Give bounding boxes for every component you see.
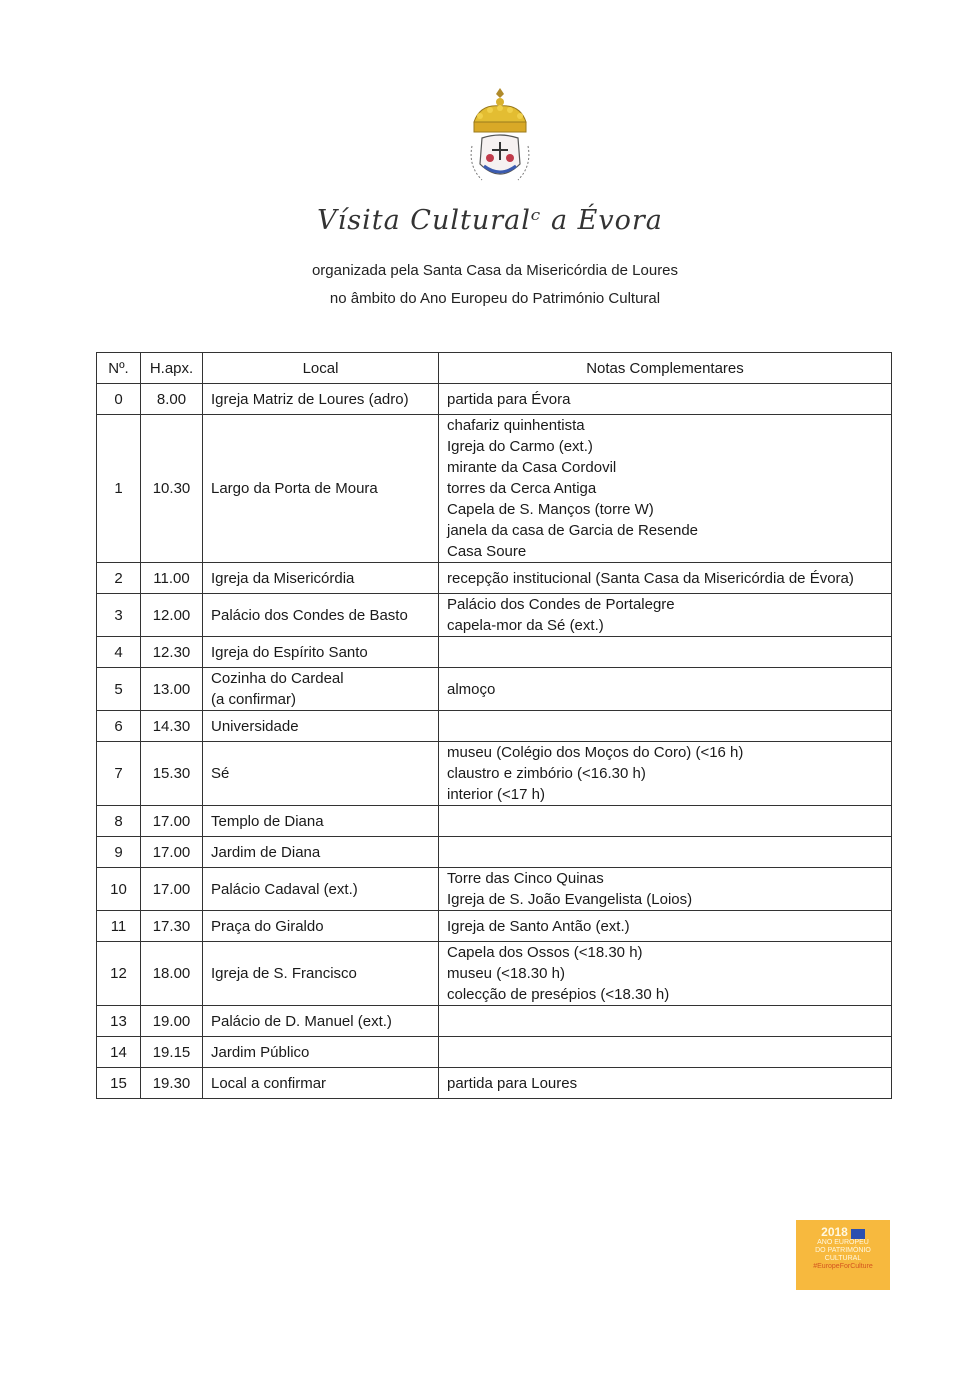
cell-local: Igreja do Espírito Santo [203,637,439,668]
note-line: Casa Soure [447,543,527,560]
cell-time: 19.00 [141,1006,203,1037]
european-year-cultural-heritage-badge [796,1220,890,1290]
cell-local: Palácio de D. Manuel (ext.) [203,1006,439,1037]
cell-time: 12.00 [141,594,203,637]
badge-hashtag: #EuropeForCulture [813,1263,873,1271]
cell-time: 17.30 [141,911,203,942]
cell-time: 14.30 [141,711,203,742]
document-title: Vísita Culturalᶜ a Évora [317,205,663,236]
cell-local: Sé [203,742,439,806]
cell-notes [439,668,892,711]
cell-notes [439,806,892,837]
note-line: Igreja de S. João Evangelista (Loios) [447,891,693,908]
cell-notes [439,1068,892,1099]
cell-number: 10 [97,868,141,911]
cell-local: Largo da Porta de Moura [203,415,439,563]
note-line: Torre das Cinco Quinas [447,870,604,887]
note-line: partida para Loures [447,1074,578,1092]
note-line: recepção institucional (Santa Casa da Misericórdia de Évora) [447,569,854,587]
note-line: mirante da Casa Cordovil [447,459,617,476]
cell-number: 8 [97,806,141,837]
table-row [97,563,892,594]
badge-line-1: ANO EUROPEU [817,1239,869,1247]
cell-notes [439,594,892,637]
cell-time: 8.00 [141,384,203,415]
cell-local: Templo de Diana [203,806,439,837]
cell-number: 6 [97,711,141,742]
table-row [97,837,892,868]
cell-notes [439,911,892,942]
cell-time: 11.00 [141,563,203,594]
note-line: museu (Colégio dos Moços do Coro) (<16 h) [447,744,744,761]
table-row [97,911,892,942]
cell-number: 11 [97,911,141,942]
cell-notes [439,742,892,806]
cell-number: 15 [97,1068,141,1099]
cell-local: Local a confirmar [203,1068,439,1099]
table-row [97,742,892,806]
table-row [97,711,892,742]
itinerary-table [96,352,892,1099]
cell-time: 10.30 [141,415,203,563]
cell-number: 3 [97,594,141,637]
column-header-time: H.apx. [141,353,203,384]
table-row [97,384,892,415]
cell-notes [439,384,892,415]
note-line: Capela de S. Manços (torre W) [447,501,654,518]
cell-local: Cozinha do Cardeal (a confirmar) [203,668,439,711]
cell-notes [439,837,892,868]
cell-local: Jardim Público [203,1037,439,1068]
note-line: Palácio dos Condes de Portalegre [447,596,675,613]
cell-number: 7 [97,742,141,806]
badge-line-2: DO PATRIMÓNIO [815,1247,871,1255]
column-header-local: Local [203,353,439,384]
note-line: Igreja do Carmo (ext.) [447,438,593,455]
note-line: Capela dos Ossos (<18.30 h) [447,944,643,961]
note-line: colecção de presépios (<18.30 h) [447,986,670,1003]
note-line: claustro e zimbório (<16.30 h) [447,765,646,782]
cell-time: 18.00 [141,942,203,1006]
cell-notes [439,415,892,563]
cell-number: 14 [97,1037,141,1068]
cell-time: 13.00 [141,668,203,711]
table-row [97,868,892,911]
column-header-number: Nº. [97,353,141,384]
table-row [97,942,892,1006]
cell-local: Universidade [203,711,439,742]
cell-time: 17.00 [141,837,203,868]
cell-notes [439,942,892,1006]
table-row [97,637,892,668]
table-row [97,1006,892,1037]
column-header-notes: Notas Complementares [439,353,892,384]
badge-year: 2018 [821,1225,848,1239]
cell-number: 2 [97,563,141,594]
cell-time: 19.30 [141,1068,203,1099]
cell-notes [439,711,892,742]
note-line: capela-mor da Sé (ext.) [447,617,604,634]
eu-flag-icon [851,1229,865,1239]
misericordia-crest-logo [460,86,540,198]
table-row [97,415,892,563]
cell-local: Praça do Giraldo [203,911,439,942]
note-line: chafariz quinhentista [447,417,585,434]
subtitle-context: no âmbito do Ano Europeu do Património Cultural [329,290,661,307]
cell-local: Palácio Cadaval (ext.) [203,868,439,911]
cell-notes [439,563,892,594]
badge-line-3: CULTURAL [824,1255,862,1263]
cell-time: 15.30 [141,742,203,806]
note-line: Igreja de Santo Antão (ext.) [447,917,630,935]
note-line: museu (<18.30 h) [447,965,565,982]
subtitle-organizer: organizada pela Santa Casa da Misericórdia de Loures [311,262,679,279]
cell-time: 19.15 [141,1037,203,1068]
cell-local: Igreja Matriz de Loures (adro) [203,384,439,415]
table-row [97,806,892,837]
cell-local: Igreja de S. Francisco [203,942,439,1006]
cell-notes [439,1037,892,1068]
table-header-row [97,353,892,384]
cell-time: 17.00 [141,868,203,911]
cell-time: 12.30 [141,637,203,668]
table-row [97,668,892,711]
table-row [97,1037,892,1068]
cell-notes [439,637,892,668]
table-row [97,1068,892,1099]
cell-notes [439,868,892,911]
note-line: partida para Évora [447,390,571,408]
note-line: torres da Cerca Antiga [447,480,597,497]
note-line: janela da casa de Garcia de Resende [447,522,699,539]
note-line: almoço [447,680,496,698]
cell-local: Igreja da Misericórdia [203,563,439,594]
table-row [97,594,892,637]
cell-number: 4 [97,637,141,668]
cell-local: Jardim de Diana [203,837,439,868]
cell-number: 1 [97,415,141,563]
cell-number: 12 [97,942,141,1006]
cell-number: 0 [97,384,141,415]
note-line: interior (<17 h) [447,786,545,803]
cell-notes [439,1006,892,1037]
cell-number: 13 [97,1006,141,1037]
cell-local: Palácio dos Condes de Basto [203,594,439,637]
cell-number: 9 [97,837,141,868]
cell-time: 17.00 [141,806,203,837]
cell-number: 5 [97,668,141,711]
